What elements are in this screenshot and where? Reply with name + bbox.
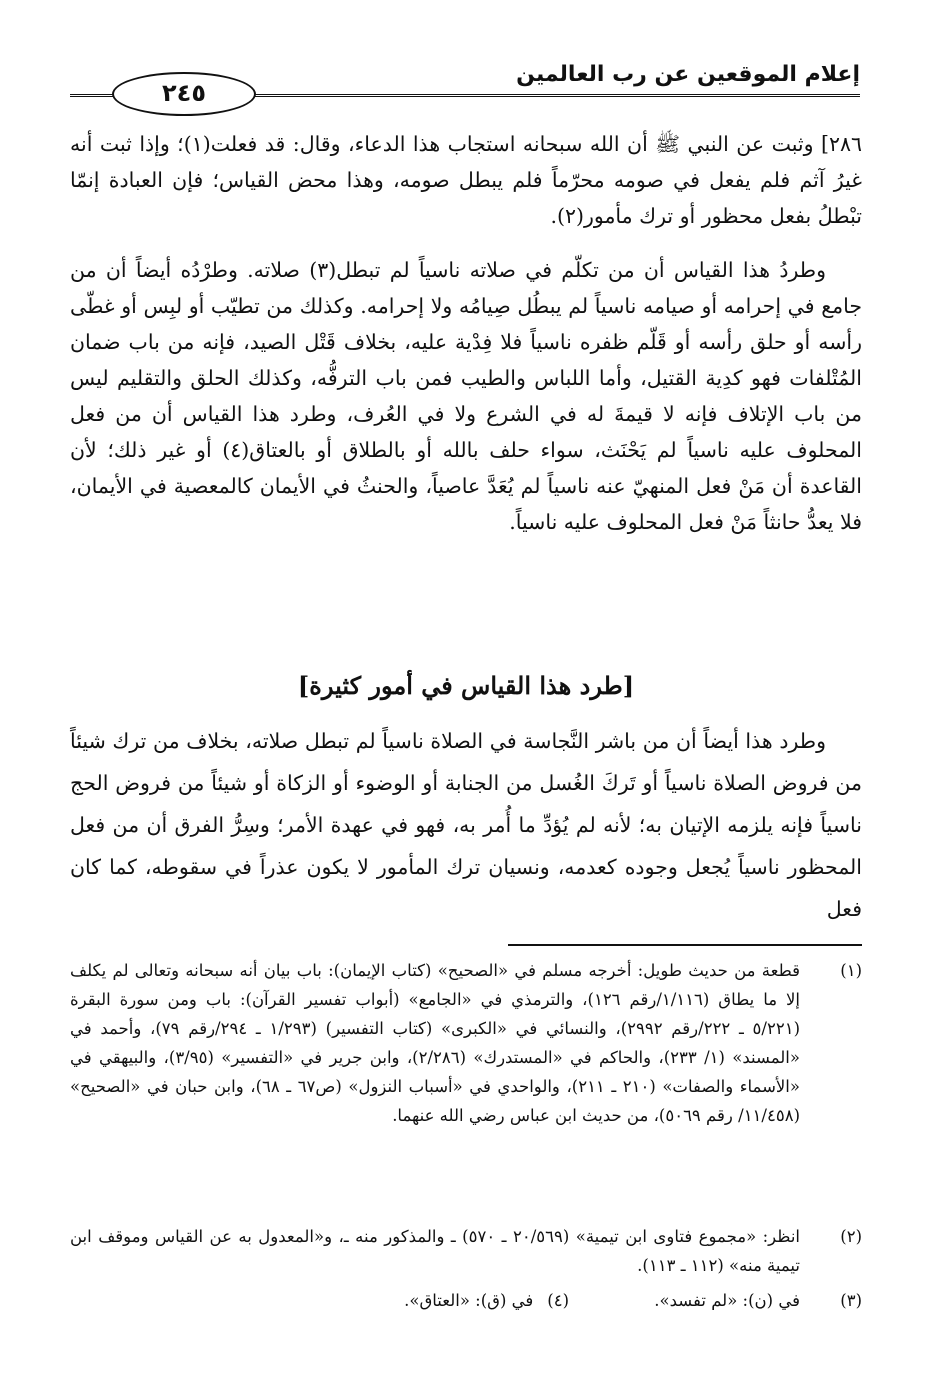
paragraph-2: وطردُ هذا القياس أن من تكلّم في صلاته ناسياً لم تبطل(٣) صلاته. وطرْدُه أيضاً أن من جامع في إحرامه أو صيامه ناسياً لم يبطُل صِيامُه ولا إحرامه. وكذلك من تطيّب أو لبِس أو غطّى رأسه أو حلق رأسه أو قَلّم ظفره ناسياً فلا فِدْية عليه، بخلاف قَتْل الصيد، فإنه من باب ضمان المُتْلفات فهو كدِية القتيل، وأما اللباس والطيب فمن باب الترفُّه، وكذلك الحلق والتقليم ليس من باب الإتلاف فإنه لا قيمةَ له في الشرع ولا في العُرف، وطرد هذا القياس أن من فعل المحلوف عليه ناسياً لم يَحْنَث، سواء حلف بالله أو بالطلاق أو بالعتاق(٤) أو غير ذلك؛ لأن القاعدة أن مَنْ فعل المنهيّ عنه ناسياً لم يُعَدَّ عاصياً، والحنثُ في الأيمان كالمعصية في الأيمان، فلا يعدُّ حانثاً مَنْ فعل المحلوف عليه ناسياً. xyxy=(70,258,862,534)
footnote-1 xyxy=(70,956,862,1218)
footnote-2 xyxy=(70,1222,862,1280)
main-text xyxy=(70,126,862,540)
footnote-number: (١) xyxy=(840,961,862,980)
footnote-text: في (ن): «لم تفسد». xyxy=(654,1291,800,1310)
footnote-divider xyxy=(508,944,862,946)
running-header xyxy=(70,58,860,118)
footnote-4 xyxy=(404,1286,569,1315)
main-text-continued xyxy=(70,720,862,930)
footnote-number: (٤) xyxy=(547,1291,570,1310)
book-title: إعلام الموقعين عن رب العالمين xyxy=(516,62,860,87)
footnote-text: في (ق): «العتاق». xyxy=(404,1291,534,1310)
footnote-text: قطعة من حديث طويل: أخرجه مسلم في «الصحيح» (كتاب الإيمان): باب بيان أنه سبحانه وتعالى لم يكلف إلا ما يطاق (١/١١٦/رقم ١٢٦)، والترمذي في «الجامع» (أبواب تفسير القرآن): باب ومن سورة البقرة (٥/٢٢١ ـ ٢٢٢/رقم ٢٩٩٢)، والنسائي في «الكبرى» (كتاب التفسير) (١/٢٩٣ ـ ٢٩٤/رقم ٧٩)، وأحمد في «المسند» (١/ ٢٣٣)، والحاكم في «المستدرك» (٢/٢٨٦)، وابن جرير في «التفسير» (٣/٩٥)، والبيهقي في «الأسماء والصفات» (٢١٠ ـ ٢١١)، والواحدي في «أسباب النزول» (ص٦٧ ـ ٦٨)، وابن حبان في «الصحيح» (١١/٤٥٨/ رقم ٥٠٦٩)، من حديث ابن عباس رضي الله عنهما. xyxy=(70,961,800,1125)
page-number: ٢٤٥ xyxy=(112,72,256,116)
paragraph-3: وطرد هذا أيضاً أن من باشر النَّجاسة في الصلاة ناسياً لم تبطل صلاته، بخلاف من ترك شيئاً من فروض الصلاة ناسياً أو تَركَ الغُسل من الجنابة أو الوضوء أو الزكاة أو شيئاً من فروض الحج ناسياً فإنه يلزمه الإتيان به؛ لأنه لم يُؤدِّ ما أُمر به، فهو في عهدة الأمر؛ وسِرُّ الفرق أن من فعل المحظور ناسياً يُجعل وجوده كعدمه، ونسيان ترك المأمور لا يكون عذراً في سقوطه، كما كان فعل xyxy=(70,729,862,921)
section-heading: [طرد هذا القياس في أمور كثيرة] xyxy=(297,671,635,700)
footnote-3 xyxy=(70,1286,862,1316)
footnote-text: انظر: «مجموع فتاوى ابن تيمية» (٢٠/٥٦٩ ـ ٥٧٠) ـ والمذكور منه ـ، و«المعدول به عن القياس وموقف ابن تيمية منه» (١١٢ ـ ١١٣). xyxy=(70,1227,800,1275)
footnote-number: (٢) xyxy=(840,1227,862,1246)
footnote-number: (٣) xyxy=(840,1291,862,1310)
paragraph-1: ٢٨٦] وثبت عن النبي ﷺ أن الله سبحانه استجاب هذا الدعاء، وقال: قد فعلت(١)؛ وإذا ثبت أنه غيرُ آثم فلم يفعل في صومه محرّماً فلم يبطل صومه، وهذا محض القياس؛ فإن العبادة إنمّا تبْطلُ بفعل محظور أو ترك مأمور(٢). xyxy=(70,132,862,228)
footnotes xyxy=(70,956,862,1316)
